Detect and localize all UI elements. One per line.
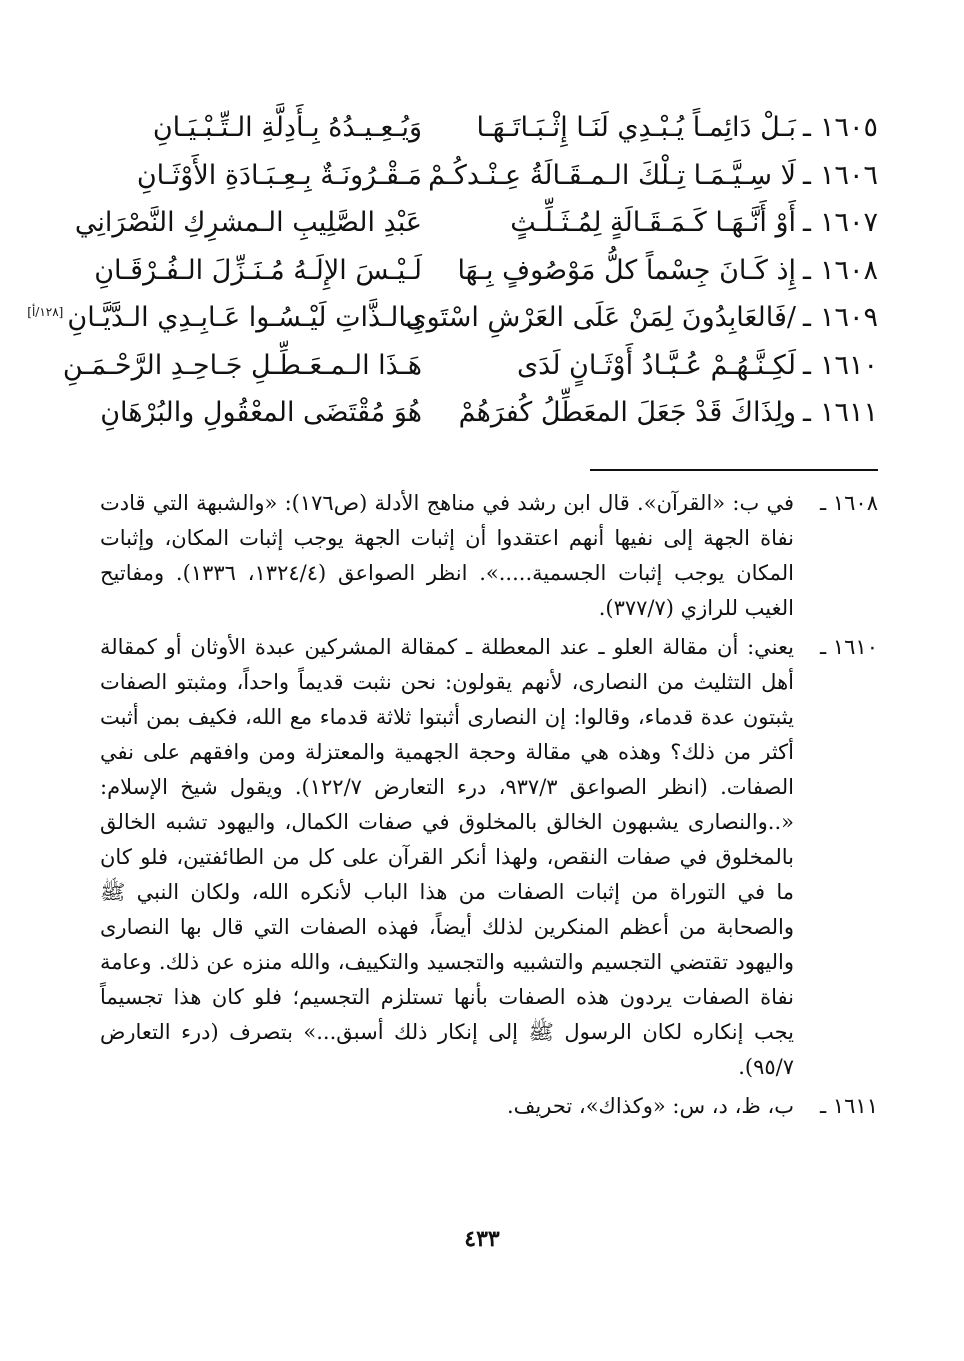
verse-row: [60, 342, 878, 390]
verse-dash: ـ: [803, 397, 811, 429]
verse-dash: ـ: [803, 302, 811, 334]
verse-second-hemistich: [27, 302, 466, 333]
verse-dash: ـ: [803, 112, 811, 144]
verse-second-hemistich: عَبْدِ الصَّلِيبِ الـمشرِكِ النَّصْرَانِي: [74, 207, 422, 239]
verse-dash: ـ: [803, 254, 811, 286]
page-number: ٤٣٣: [464, 1226, 500, 1252]
verse-second-hemistich: وَيُـعِـيـدُهُ بِـأَدِلَّةِ الـتِّـبْـيَـانِ: [152, 112, 422, 144]
verse-row: [60, 389, 878, 437]
verse-first-hemistich: /فَالعَابِدُونَ لِمَنْ عَلَى العَرْشِ اسْتَوى: [405, 302, 796, 334]
verse-second-hemistich: لَـيْـسَ الإِلَـهُ مُـنَـزِّلَ الـفُـرْقَـانِ: [94, 254, 422, 286]
footnote-number: ١٦٠٨ ـ: [820, 491, 878, 515]
footnote-text: في ب: «القرآن». قال ابن رشد في مناهج الأدلة (ص١٧٦): «والشبهة التي قادت نفاة الجهة إلى نفيها أنهم اعتقدوا أن إثبات الجهة يوجب إثبات المكان، وإثبات المكان يوجب إثبات الجسمية.....». انظر الصواعق (١٣٢٤/٤، ١٣٣٦). ومفاتيح الغيب للرازي (٣٧٧/٧).: [100, 491, 795, 620]
footnote-text: ب، ظ، د، س: «وكذاك»، تحريف.: [507, 1094, 794, 1118]
verse-number: ١٦٠٦: [819, 159, 878, 191]
verse-row: [60, 152, 878, 200]
verse-number: ١٦٠٧: [819, 207, 878, 239]
verse-first-hemistich: لَا سِـيَّـمَـا تِـلْكَ الـمـقَـالَةُ عِـنْـدكُـمْ: [428, 159, 796, 191]
verse-number: ١٦١١: [819, 397, 878, 429]
verse-second-hemistich: هَـذَا الـمـعَـطِّـلِ جَـاحِـدِ الرَّحْـمَـنِ: [62, 349, 422, 381]
footnote: [100, 1089, 878, 1124]
verse-number: ١٦٠٩: [819, 302, 878, 334]
footnote-number: ١٦١٠ ـ: [820, 635, 878, 659]
footnotes-section: [100, 486, 878, 1128]
footnote-separator: [590, 469, 878, 471]
verse-first-hemistich: إِذ كَـانَ جِسْماً كلُّ مَوْصُوفٍ بِـهَا: [457, 254, 796, 286]
footnote-number: ١٦١١ ـ: [820, 1094, 878, 1118]
footnote-text: يعني: أن مقالة العلو ـ عند المعطلة ـ كمقالة المشركين عبدة الأوثان أو كمقالة أهل التثليث من النصارى، لأنهم يقولون: نحن نثبت قديماً واحداً، ومثبتو الصفات يثبتون عدة قدماء، وقالوا: إن النصارى أثبتوا ثلاثة قدماء مع الله، فكيف بمن أثبت أكثر من ذلك؟ وهذه هي مقالة وحجة الجهمية والمعتزلة ومن وافقهم على نفي الصفات. (انظر الصواعق ٩٣٧/٣، درء التعارض ١٢٢/٧). ويقول شيخ الإسلام: «..والنصارى يشبهون الخالق بالمخلوق في صفات الكمال، واليهود تشبه الخالق بالمخلوق في صفات النقص، ولهذا أنكر القرآن على كل من الطائفتين، فلو كان ما في التوراة من إثبات الصفات من هذا الباب لأنكره الله، ولكان النبي ﷺ والصحابة من أعظم المنكرين لذلك أيضاً، فهذه الصفات التي قال بها النصارى واليهود تقتضي التجسيم والتشبيه والتجسيد والتكييف، والله منزه عن ذلك. وعامة نفاة الصفات يردون هذه الصفات بأنها تستلزم التجسيم؛ فلو كان هذا تجسيماً يجب إنكاره لكان الرسول ﷺ إلى إنكار ذلك أسبق...» بتصرف (درء التعارض ٩٥/٧).: [100, 635, 794, 1079]
verse-first-hemistich: لَكِـنَّـهُـمْ عُـبَّـادُ أَوْثَـانٍ لَدَى: [516, 349, 796, 381]
verse-row: [60, 199, 878, 247]
verse-first-hemistich: أَوْ أَنَّـهَـا كَـمَـقَـالَةٍ لِمُـثَـلِّـثٍ: [510, 207, 796, 239]
verse-second-hemistich: هُوَ مُقْتَضَى المعْقُولِ والبُرْهَانِ: [100, 397, 422, 429]
verse-row: [60, 104, 878, 152]
verse-second-hemistich: مَـقْـرُونَـةٌ بِـعِـبَـادَةِ الأَوْثَـانِ: [136, 159, 422, 191]
verse-first-hemistich: ولِذَاكَ قَدْ جَعَلَ المعَطِّلُ كُفرَهُمْ: [458, 397, 796, 429]
footnote: [100, 486, 878, 626]
verse-number: ١٦١٠: [819, 349, 878, 381]
verse-dash: ـ: [803, 159, 811, 191]
verse-number: ١٦٠٨: [819, 254, 878, 286]
verse-dash: ـ: [803, 349, 811, 381]
manuscript-folio-mark: [١٢٨/أ]: [27, 305, 64, 320]
poem-block: [27, 104, 878, 437]
footnote: [100, 630, 878, 1085]
verse-dash: ـ: [803, 207, 811, 239]
verse-second-hemistich-text: بِـالـذَّاتِ لَيْـسُـوا عَـابِـدِي الـدَّيَّـانِ: [67, 302, 422, 334]
verse-row: [60, 247, 878, 295]
verse-row: [27, 294, 878, 342]
verse-number: ١٦٠٥: [819, 112, 878, 144]
verse-first-hemistich: بَـلْ دَائِمـاً يُـبْـدِي لَنَـا إِثْـبَـاتَـهَـا: [476, 112, 796, 144]
